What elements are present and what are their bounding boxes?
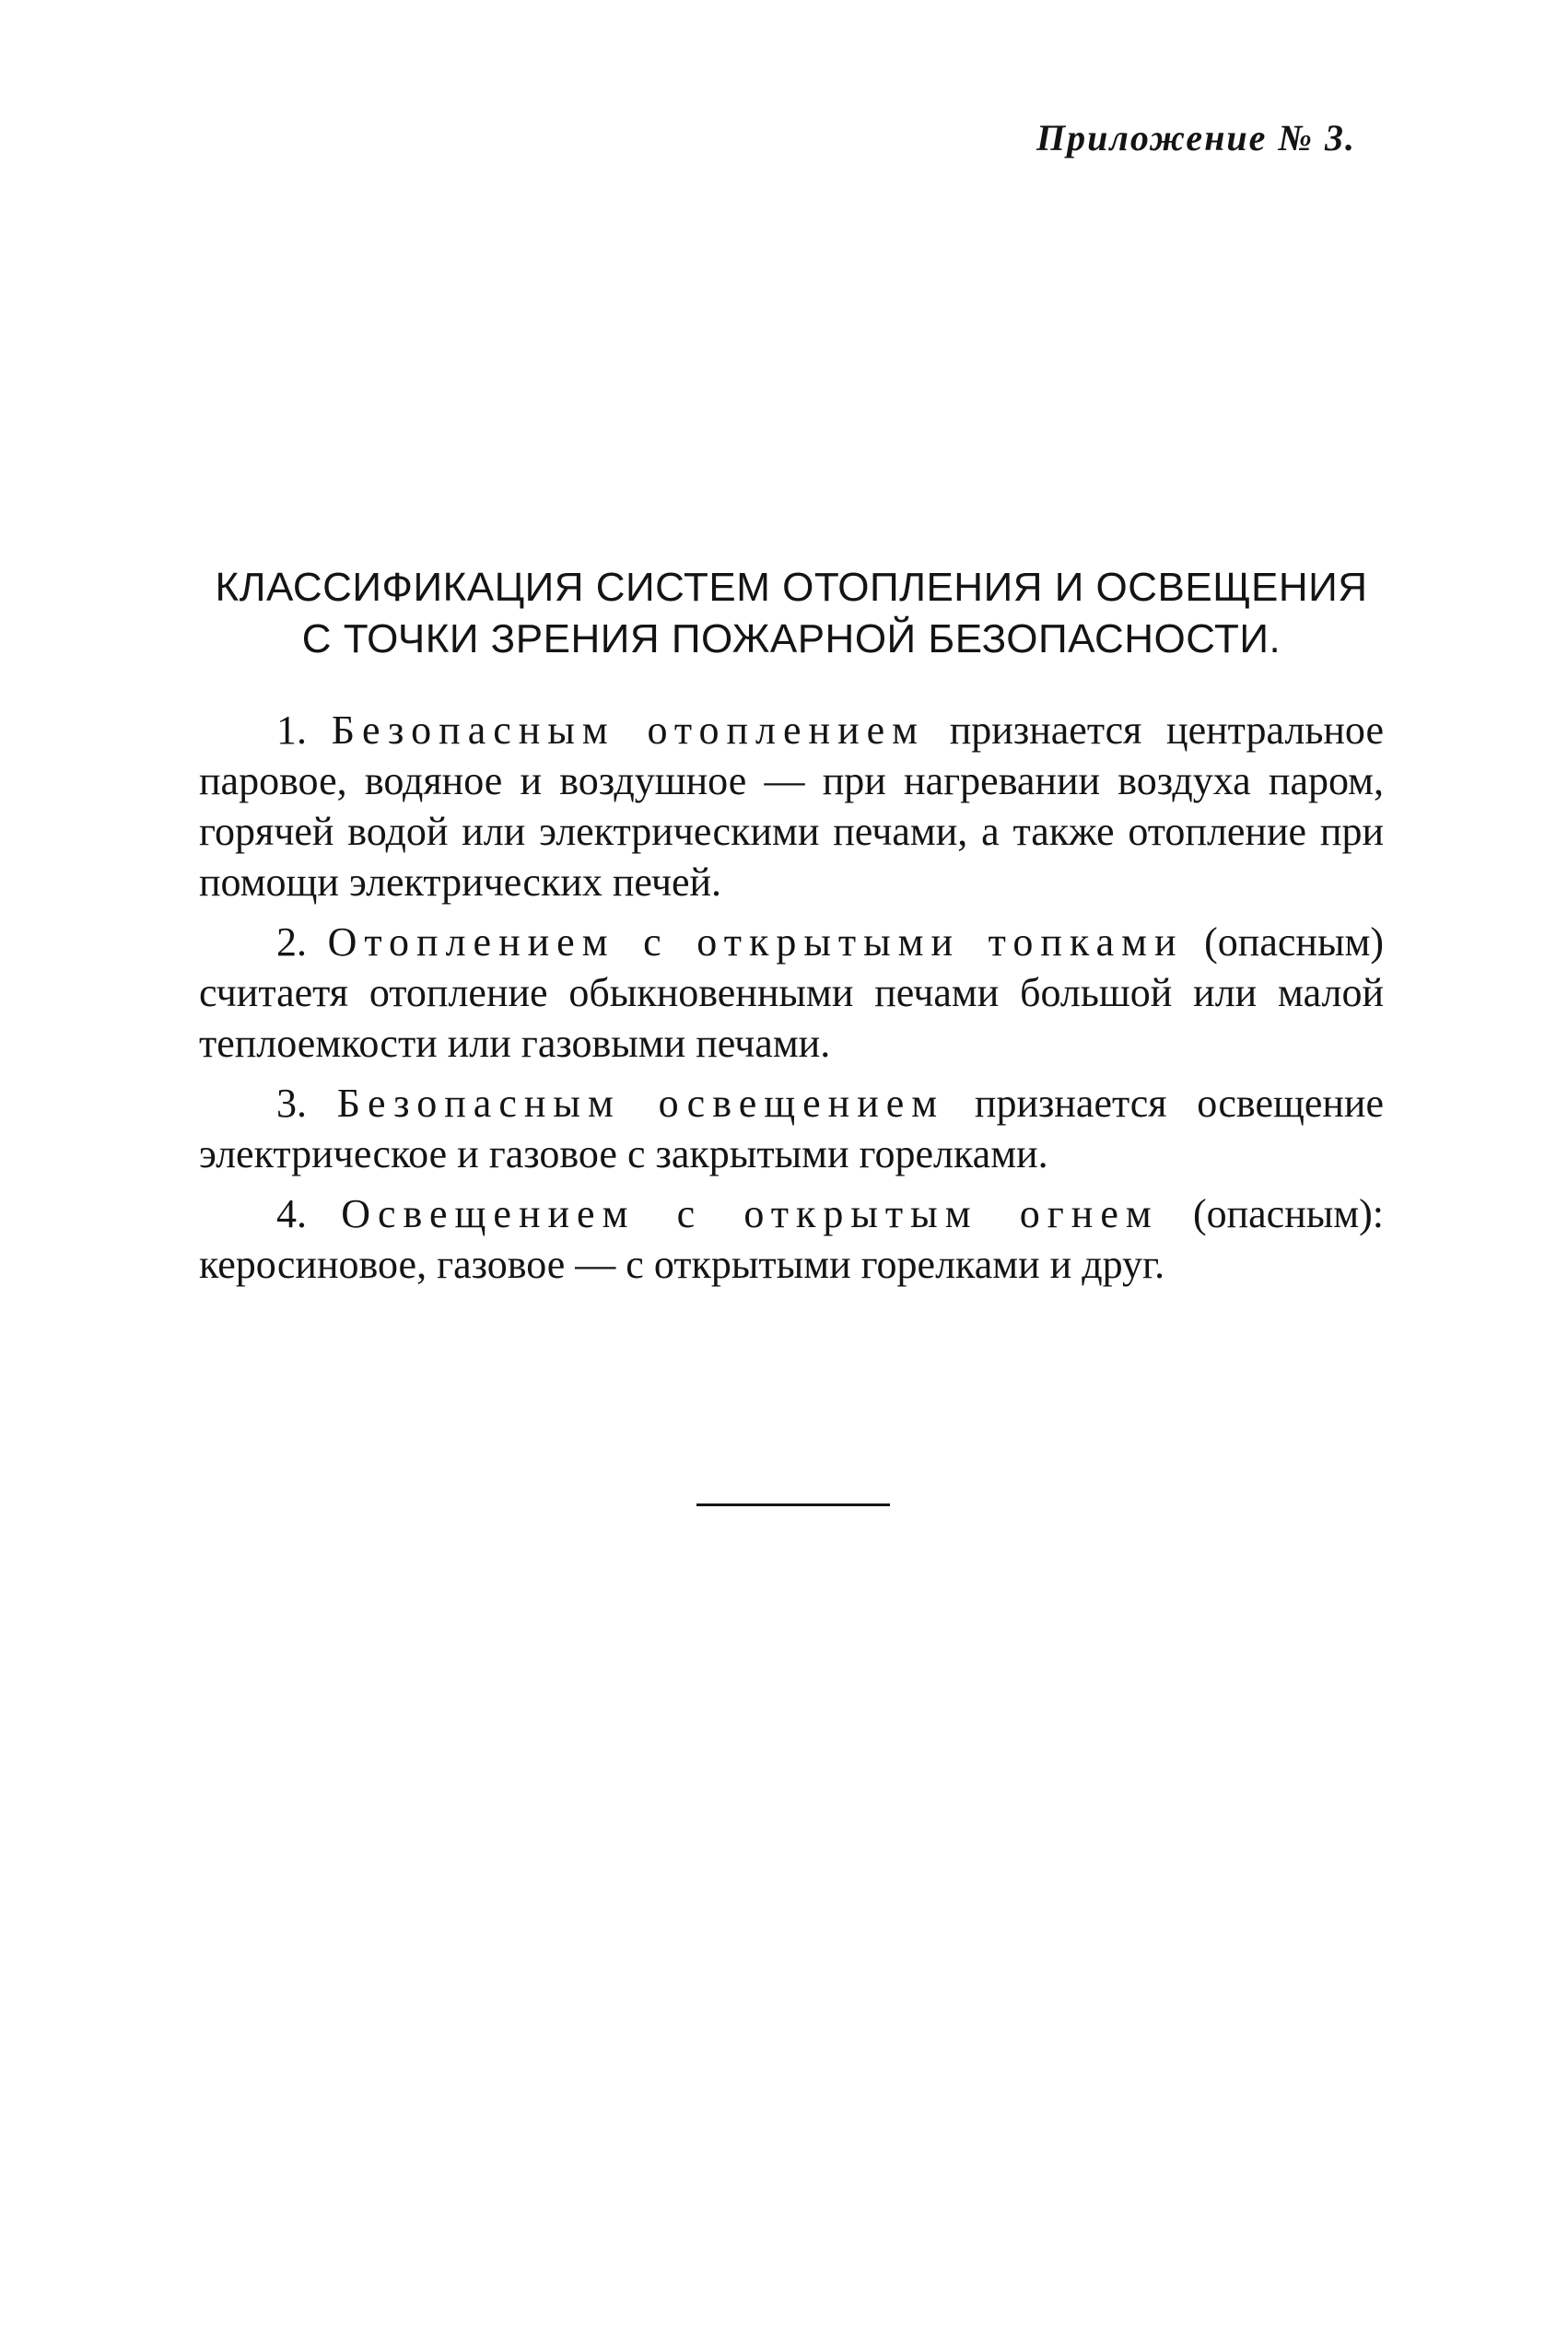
item-number: 4.	[276, 1191, 307, 1236]
item-term: Освещением с открытым огнем	[341, 1191, 1159, 1236]
item-term: Отоплением с открытыми топками	[327, 919, 1184, 965]
appendix-label: Приложение № 3.	[1036, 117, 1356, 158]
title-line-1: КЛАССИФИКАЦИЯ СИСТЕМ ОТОПЛЕНИЯ И ОСВЕЩЕНИЯ	[215, 565, 1368, 610]
list-item-2	[199, 917, 1384, 1069]
item-text: (опасным): керосиновое, газовое — с открытыми горелками и друг.	[199, 1191, 1385, 1287]
item-term: Безопасным освещением	[336, 1081, 945, 1126]
title-line-2: С ТОЧКИ ЗРЕНИЯ ПОЖАРНОЙ БЕЗОПАСНОСТИ.	[301, 616, 1281, 661]
classification-list	[199, 705, 1384, 1299]
item-number: 3.	[276, 1081, 307, 1126]
document-title	[199, 562, 1384, 665]
item-term: Безопасным отоплением	[331, 708, 926, 753]
item-text: признается центральное паровое, водяное и воздушное — при нагревании воздуха паром, горячей водой или электрическими печами, а также отопление при помощи электрических печей.	[199, 708, 1384, 905]
end-divider	[696, 1503, 890, 1506]
list-item-1	[199, 705, 1384, 907]
list-item-3	[199, 1078, 1384, 1179]
item-number: 1.	[276, 708, 307, 753]
item-text: (опасным) считаетя отопление обыкновенными печами большой или малой теплоемкости или газовыми печами.	[199, 919, 1385, 1066]
list-item-4	[199, 1188, 1384, 1290]
item-number: 2.	[276, 919, 307, 965]
item-text: признается освещение электрическое и газовое с закрытыми горелками.	[199, 1081, 1385, 1176]
